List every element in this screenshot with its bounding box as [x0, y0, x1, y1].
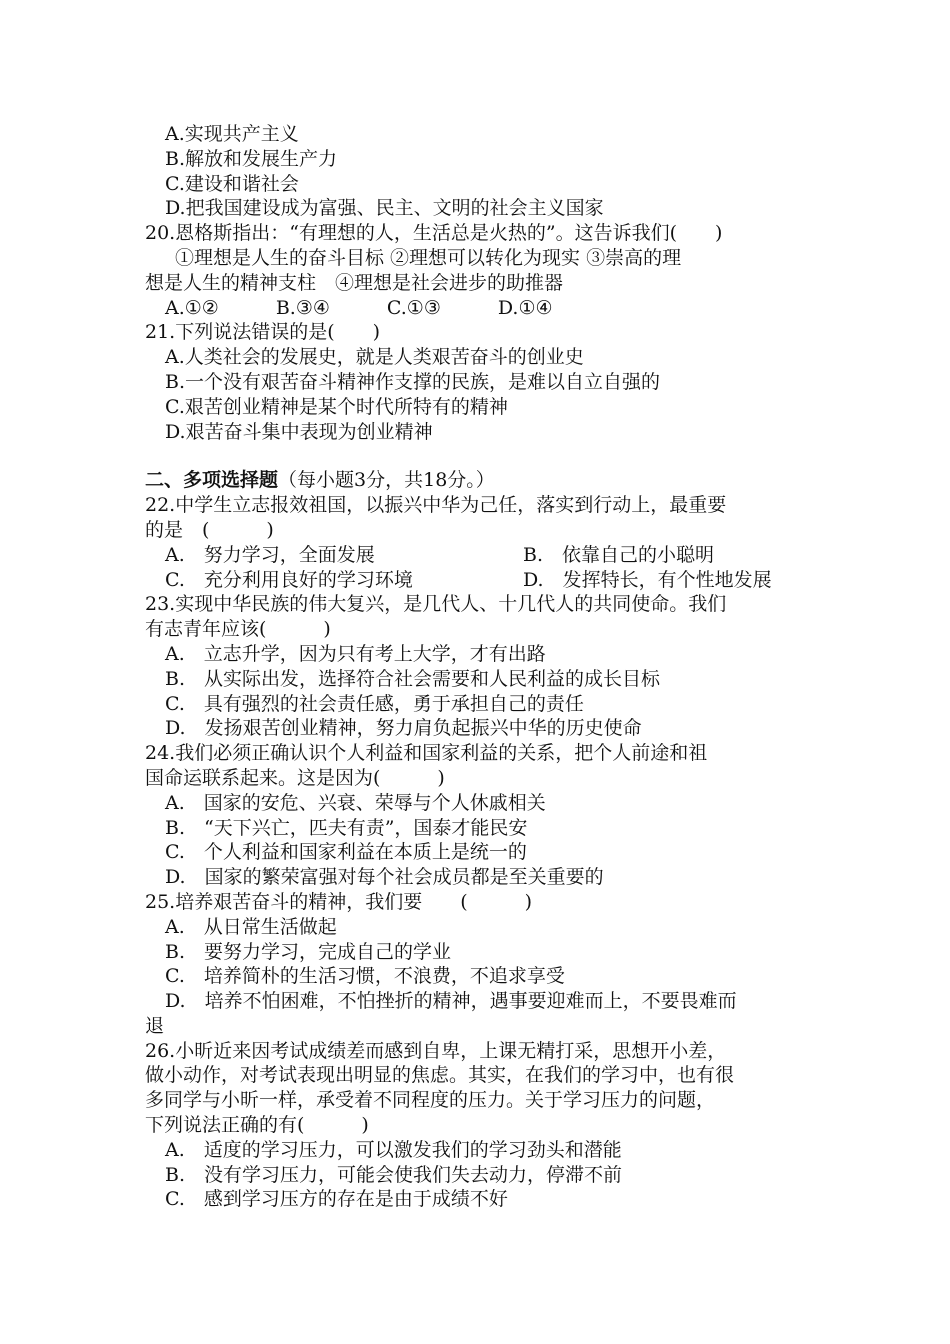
q22-option-a: A. 努力学习，全面发展: [165, 543, 375, 566]
q24-stem-line1: 24.我们必须正确认识个人利益和国家利益的关系，把个人前途和祖: [145, 742, 708, 765]
q25-option-c: C. 培养简朴的生活习惯，不浪费，不追求享受: [165, 965, 565, 988]
section-spacer: [145, 444, 815, 468]
q25-stem: 25.培养艰苦奋斗的精神，我们要 ( ): [145, 890, 533, 913]
q26-stem-line2: 做小动作，对考试表现出明显的焦虑。其实，在我们的学习中，也有很: [145, 1064, 735, 1087]
q20-stem: 20.恩格斯指出：“有理想的人，生活总是火热的”。这告诉我们( ): [145, 222, 723, 245]
q25-option-d: D. 培养不怕困难，不怕挫折的精神，遇事要迎难而上，不要畏难而: [165, 990, 737, 1013]
q24-option-c: C. 个人利益和国家利益在本质上是统一的: [165, 841, 527, 864]
q21-option-c: C.艰苦创业精神是某个时代所特有的精神: [165, 395, 508, 418]
question-26: [145, 1039, 815, 1213]
question-24: [145, 741, 815, 890]
section-2-heading: [145, 468, 815, 493]
question-22: [145, 493, 815, 592]
q22-stem-line1: 22.中学生立志报效祖国，以振兴中华为己任，落实到行动上，最重要: [145, 494, 727, 517]
question-23: [145, 592, 815, 741]
q23-option-d: D. 发扬艰苦创业精神，努力肩负起振兴中华的历史使命: [165, 717, 642, 740]
q21-option-a: A.人类社会的发展史，就是人类艰苦奋斗的创业史: [165, 346, 584, 369]
q25-option-d-continued: 退: [145, 1014, 165, 1037]
q22-options-row1: [145, 543, 815, 568]
q24-option-d: D. 国家的繁荣富强对每个社会成员都是至关重要的: [165, 866, 604, 889]
section-2-note: （每小题3分，共18分。）: [278, 469, 495, 492]
q22-option-c: C. 充分利用良好的学习环境: [165, 568, 413, 591]
q26-stem-line3: 多同学与小昕一样，承受着不同程度的压力。关于学习压力的问题，: [145, 1089, 716, 1112]
section-2-title: 二、多项选择题: [145, 469, 279, 492]
q22-option-b: B. 依靠自己的小聪明: [523, 543, 715, 566]
q19-option-d: D.把我国建设成为富强、民主、文明的社会主义国家: [165, 197, 604, 220]
q23-stem-line1: 23.实现中华民族的伟大复兴，是几代人、十几代人的共同使命。我们: [145, 593, 727, 616]
question-20: [145, 221, 815, 320]
q20-statements-line1: ①理想是人生的奋斗目标 ②理想可以转化为现实 ③崇高的理: [175, 246, 682, 269]
q24-option-a: A. 国家的安危、兴衰、荣辱与个人休戚相关: [165, 791, 546, 814]
q23-option-a: A. 立志升学，因为只有考上大学，才有出路: [165, 642, 546, 665]
exam-page: [145, 122, 815, 1212]
q24-stem-line2: 国命运联系起来。这是因为( ): [145, 766, 445, 789]
q23-option-b: B. 从实际出发，选择符合社会需要和人民利益的成长目标: [165, 667, 661, 690]
q21-option-d: D.艰苦奋斗集中表现为创业精神: [165, 420, 433, 443]
q19-option-b: B.解放和发展生产力: [165, 147, 338, 170]
q26-stem-line1: 26.小昕近来因考试成绩差而感到自卑，上课无精打采，思想开小差，: [145, 1039, 727, 1062]
q19-option-c: C.建设和谐社会: [165, 172, 299, 195]
q21-stem: 21.下列说法错误的是( ): [145, 321, 381, 344]
q22-option-d: D. 发挥特长，有个性地发展: [523, 568, 772, 591]
q26-option-a: A. 适度的学习压力，可以激发我们的学习劲头和潜能: [165, 1138, 622, 1161]
question-21: [145, 320, 815, 444]
q21-option-b: B.一个没有艰苦奋斗精神作支撑的民族，是难以自立自强的: [165, 370, 661, 393]
q22-options-row2: [145, 568, 815, 593]
q25-option-b: B. 要努力学习，完成自己的学业: [165, 940, 452, 963]
question-19-options: [145, 122, 815, 221]
q23-option-c: C. 具有强烈的社会责任感，勇于承担自己的责任: [165, 692, 584, 715]
q23-stem-line2: 有志青年应该( ): [145, 618, 331, 641]
q26-option-b: B. 没有学习压力，可能会使我们失去动力，停滞不前: [165, 1163, 623, 1186]
q26-stem-line4: 下列说法正确的有( ): [145, 1114, 369, 1137]
q26-option-c: C. 感到学习压方的存在是由于成绩不好: [165, 1188, 508, 1211]
q20-options: A.①② B.③④ C.①③ D.①④: [165, 296, 553, 319]
question-25: [145, 890, 815, 1039]
q20-statements-line2: 想是人生的精神支柱 ④理想是社会进步的助推器: [145, 271, 564, 294]
q19-option-a: A.实现共产主义: [165, 123, 299, 145]
q22-stem-line2: 的是 ( ): [145, 518, 274, 541]
q24-option-b: B. “天下兴亡，匹夫有责”，国泰才能民安: [165, 816, 528, 839]
q25-option-a: A. 从日常生活做起: [165, 915, 337, 938]
